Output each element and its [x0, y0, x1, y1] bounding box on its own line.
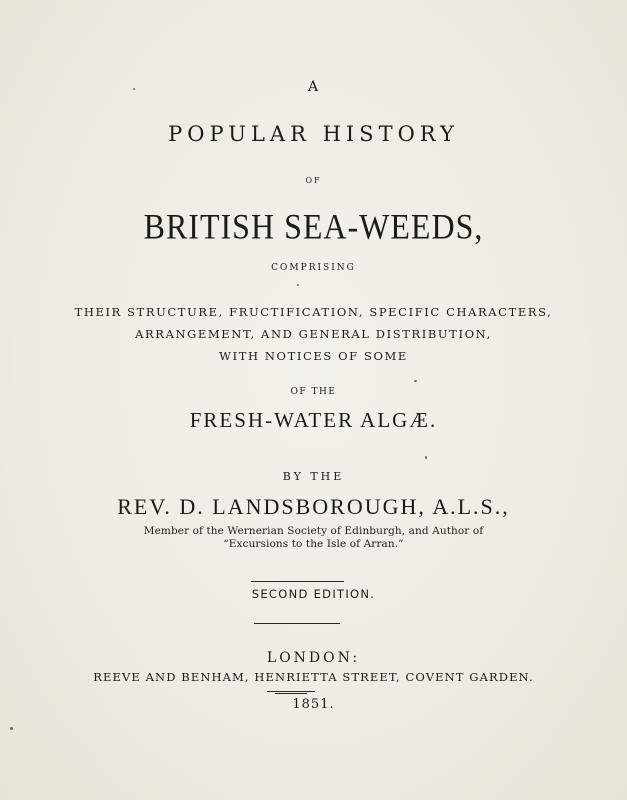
year-rule-short: [275, 693, 307, 694]
divider-rule-bottom: [254, 623, 340, 624]
description-line-1: THEIR STRUCTURE, FRUCTIFICATION, SPECIFIC CHARACTERS,: [74, 305, 553, 319]
paper-speck: [133, 88, 135, 90]
author-other-work: “Excursions to the Isle of Arran.”: [223, 538, 404, 550]
title-connector-of: OF: [305, 176, 322, 185]
title-line-popular-history: POPULAR HISTORY: [168, 122, 459, 146]
paper-speck: [10, 727, 13, 730]
publication-city: LONDON:: [266, 650, 361, 666]
of-the-label: OF THE: [290, 387, 337, 397]
description-line-2: ARRANGEMENT, AND GENERAL DISTRIBUTION,: [135, 327, 492, 341]
subtitle-fresh-water-algae: FRESH-WATER ALGÆ.: [189, 408, 438, 432]
paper-speck: [425, 456, 427, 459]
title-article: A: [307, 79, 320, 95]
publisher-line: REEVE AND BENHAM, HENRIETTA STREET, COVENT GARDEN.: [93, 670, 534, 684]
author-affiliation: Member of the Wernerian Society of Edinburgh, and Author of: [143, 525, 484, 537]
author-name: REV. D. LANDSBOROUGH, A.L.S.,: [117, 494, 510, 519]
description-line-3: WITH NOTICES OF SOME: [219, 349, 408, 363]
main-title-british-sea-weeds: BRITISH SEA-WEEDS,: [143, 205, 484, 247]
by-the-label: BY THE: [282, 470, 345, 483]
year-rule: [267, 691, 315, 692]
edition-label: SECOND EDITION.: [251, 587, 376, 601]
paper-speck: [297, 284, 299, 286]
publication-year: 1851.: [292, 697, 335, 712]
paper-speck: [414, 380, 417, 382]
comprising-label: COMPRISING: [271, 263, 356, 273]
divider-rule-top: [251, 581, 344, 582]
